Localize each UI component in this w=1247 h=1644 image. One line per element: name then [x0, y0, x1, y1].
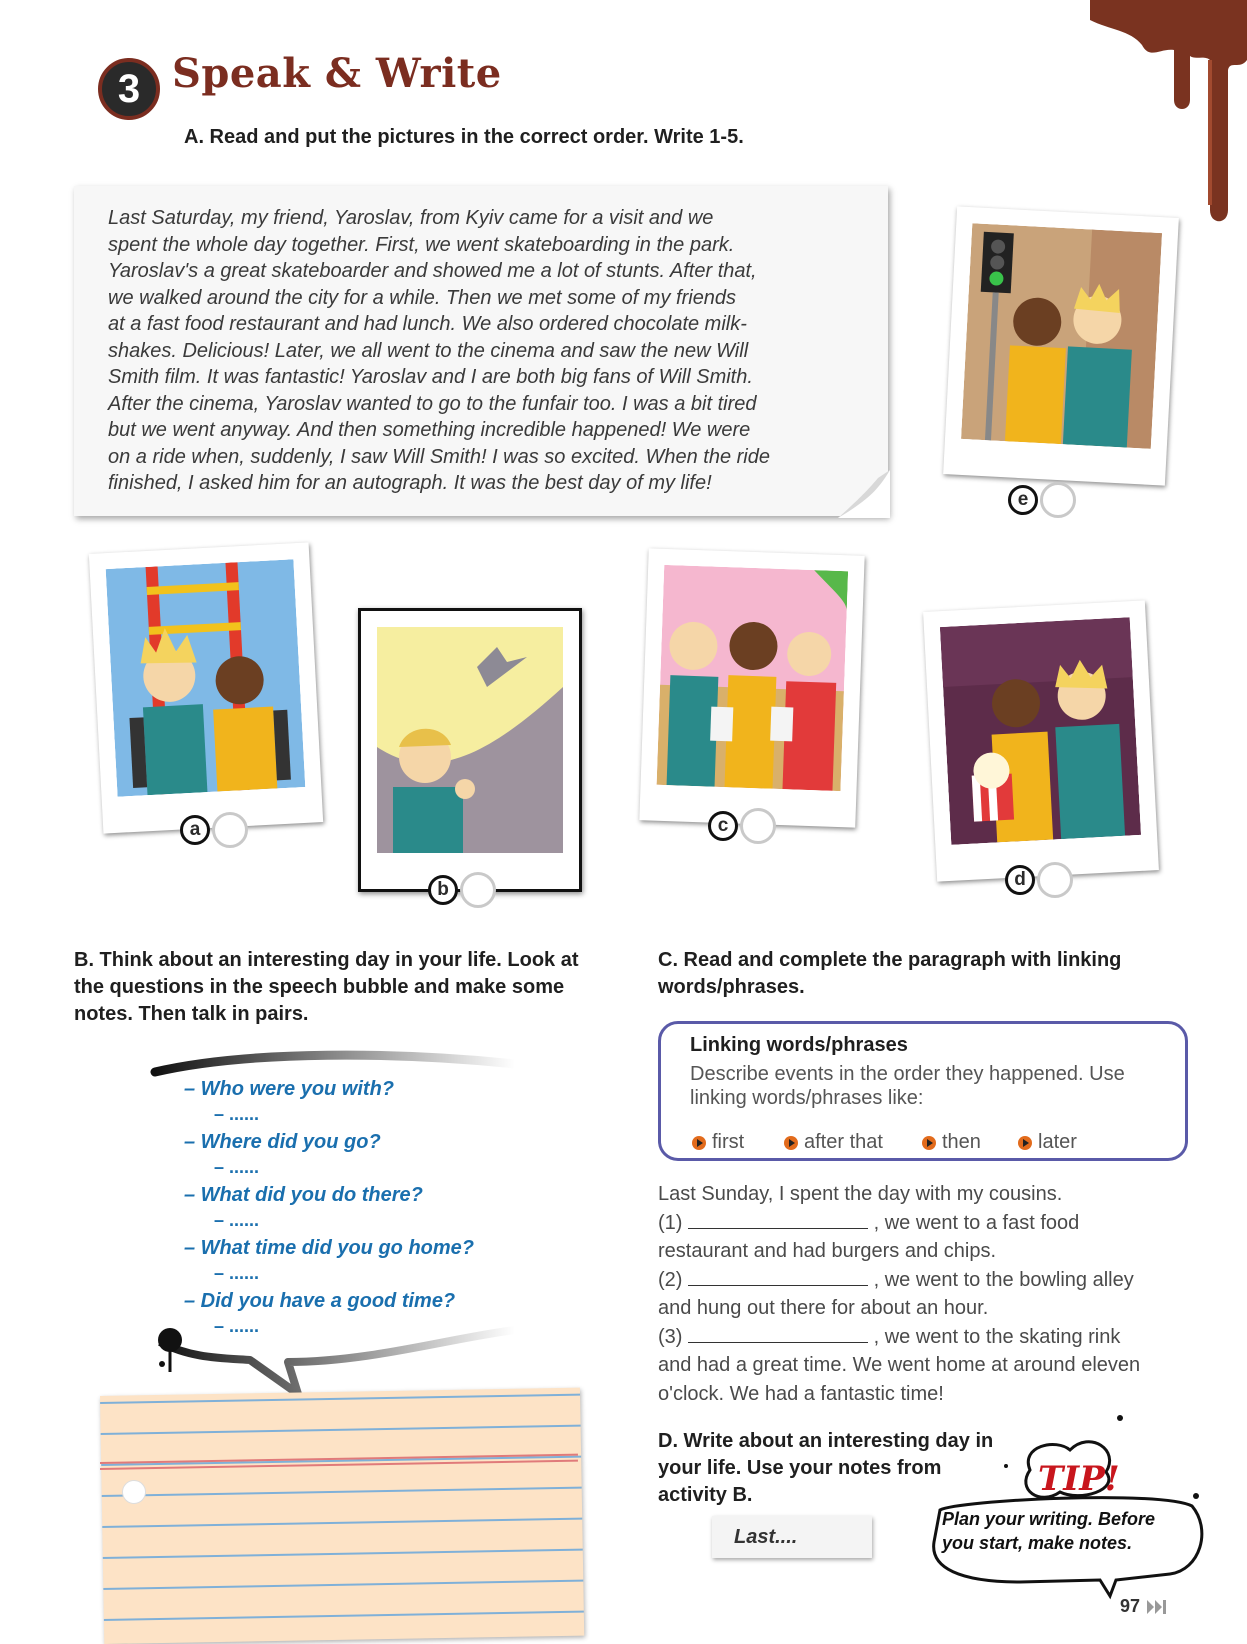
paragraph-line-gap-1: [658, 1209, 1198, 1238]
story-line: shakes. Delicious! Later, we all went to the cinema and saw the new Will: [108, 339, 749, 362]
paragraph-text: , we went to the skating rink: [873, 1325, 1121, 1348]
paragraph-text: , we went to the bowling alley: [873, 1268, 1134, 1291]
speech-bubble-content: [184, 1078, 524, 1343]
illustration-boys-at-cinema: [940, 617, 1141, 845]
gap-number: (3): [658, 1325, 683, 1348]
instruction-c: C. Read and complete the paragraph with linking words/phrases.: [658, 949, 1122, 998]
paragraph-line: o'clock. We had a fantastic time!: [658, 1382, 944, 1405]
illustration-boy-skateboarding: [377, 627, 563, 853]
notebook-paper[interactable]: [100, 1388, 584, 1644]
question-2: – Where did you go?: [184, 1131, 381, 1153]
order-answer-circle-b[interactable]: [460, 872, 496, 908]
gap-2-blank[interactable]: [688, 1267, 868, 1286]
label-e: [1008, 482, 1076, 518]
gap-1-blank[interactable]: [688, 1210, 868, 1229]
photo-c-fast-food: [639, 548, 864, 827]
story-line: on a ride when, suddenly, I saw Will Smith! I was so excited. When the ride: [108, 445, 770, 468]
story-line: After the cinema, Yaroslav wanted to go to the funfair too. I was a bit tired: [108, 392, 757, 415]
linking-option-later: [1018, 1131, 1077, 1154]
paragraph-line: and hung out there for about an hour.: [658, 1297, 989, 1319]
section-number-badge: [98, 58, 160, 120]
label-b: [428, 872, 496, 908]
story-line: we walked around the city for a while. Then we met some of my friends: [108, 286, 737, 309]
paragraph-line: Last Sunday, I spent the day with my cousins.: [658, 1183, 1063, 1205]
story-line: spent the whole day together. First, we went skateboarding in the park.: [108, 233, 735, 256]
story-line: Smith film. It was fantastic! Yaroslav and I are both big fans of Will Smith.: [108, 366, 753, 388]
order-answer-circle-c[interactable]: [740, 808, 776, 844]
question-3: – What did you do there?: [184, 1184, 423, 1206]
question-5: – Did you have a good time?: [184, 1290, 456, 1312]
section-number: 3: [117, 66, 141, 111]
tip-text: Plan your writing. Before you start, make notes.: [942, 1509, 1156, 1553]
instruction-d: D. Write about an interesting day in your life. Use your notes from activity B.: [658, 1430, 994, 1506]
illustration-friends-with-milkshakes: [657, 565, 849, 791]
answer-line-1[interactable]: – ......: [214, 1104, 260, 1124]
picture-letter-d: d: [1005, 865, 1035, 895]
paragraph-text: , we went to a fast food: [873, 1211, 1080, 1234]
play-arrow-icon: [922, 1136, 936, 1150]
tip-label: TIP!: [1038, 1459, 1120, 1499]
story-line: finished, I asked him for an autograph. It was the best day of my life!: [108, 472, 712, 494]
instruction-b: B. Think about an interesting day in your life. Look at the questions in the speech bubble and make some notes. Then talk in pairs.: [74, 949, 579, 1025]
answer-line-4[interactable]: – ......: [214, 1263, 260, 1283]
next-page-icon: [1147, 1600, 1167, 1614]
option-label: then: [942, 1131, 981, 1153]
writing-starter-note: Last....: [712, 1516, 872, 1558]
picture-letter-e: e: [1008, 485, 1038, 515]
play-arrow-icon: [784, 1136, 798, 1150]
question-1: – Who were you with?: [184, 1078, 395, 1100]
picture-letter-c: c: [708, 811, 738, 841]
story-line: Last Saturday, my friend, Yaroslav, from Kyiv came for a visit and we: [108, 207, 714, 229]
illustration-boys-on-ride: [106, 559, 306, 797]
paragraph-line: restaurant and had burgers and chips.: [658, 1240, 996, 1262]
order-answer-circle-e[interactable]: [1040, 482, 1076, 518]
linking-option-after-that: [784, 1131, 883, 1154]
photo-a-funfair: [89, 542, 323, 833]
linking-option-then: [922, 1131, 981, 1154]
linking-box-description: Describe events in the order they happened. Use linking words/phrases like:: [690, 1063, 1125, 1109]
linking-option-first: [692, 1131, 744, 1154]
linking-box-title: Linking words/phrases: [690, 1034, 908, 1056]
gap-3-blank[interactable]: [688, 1324, 868, 1343]
story-line: Yaroslav's a great skateboarder and showed me a lot of stunts. After that,: [108, 260, 757, 282]
label-a: [180, 812, 248, 848]
paragraph-line: and had a great time. We went home at around eleven: [658, 1354, 1141, 1376]
answer-line-3[interactable]: – ......: [214, 1210, 260, 1230]
story-line: but we went anyway. And then something incredible happened! We were: [108, 419, 751, 441]
photo-d-cinema: [923, 600, 1159, 881]
story-text: [108, 205, 848, 497]
label-d: [1005, 862, 1073, 898]
picture-letter-a: a: [180, 815, 210, 845]
paper-punch-hole: [122, 1480, 146, 1504]
option-label: after that: [804, 1131, 883, 1153]
gap-number: (2): [658, 1268, 683, 1291]
paragraph-line-gap-3: [658, 1323, 1198, 1352]
option-label: first: [712, 1131, 745, 1153]
tip-callout: [920, 1410, 1210, 1600]
question-4: – What time did you go home?: [184, 1237, 474, 1259]
photo-e-traffic-light: [943, 206, 1179, 485]
answer-line-5[interactable]: – ......: [214, 1316, 260, 1336]
chocolate-drip-decoration: [1090, 0, 1247, 240]
gap-number: (1): [658, 1211, 683, 1234]
story-line: at a fast food restaurant and had lunch. We also ordered chocolate milk-: [108, 313, 747, 335]
paragraph-line-gap-2: [658, 1266, 1198, 1295]
illustration-boys-at-traffic-light: [961, 223, 1162, 449]
play-arrow-icon: [692, 1136, 706, 1150]
order-answer-circle-a[interactable]: [212, 812, 248, 848]
photo-b-skatepark: [358, 608, 582, 892]
instruction-a: A. Read and put the pictures in the correct order. Write 1-5.: [184, 126, 744, 148]
play-arrow-icon: [1018, 1136, 1032, 1150]
gap-fill-paragraph: [658, 1180, 1198, 1408]
label-c: [708, 808, 776, 844]
picture-letter-b: b: [428, 875, 458, 905]
answer-line-2[interactable]: – ......: [214, 1157, 260, 1177]
order-answer-circle-d[interactable]: [1037, 862, 1073, 898]
section-title: Speak & Write: [172, 50, 502, 97]
page-number: 97: [1120, 1596, 1141, 1616]
option-label: later: [1038, 1131, 1077, 1153]
